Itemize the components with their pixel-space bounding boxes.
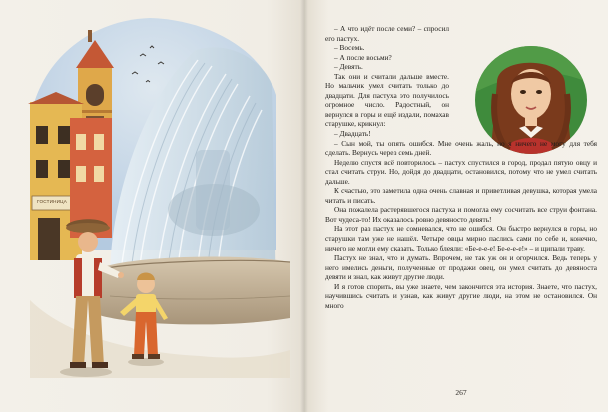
paragraph: – Двадцать!	[334, 129, 371, 139]
book-gutter	[300, 0, 308, 412]
paragraph: И я готов спорить, вы уже знаете, чем закончится эта история. Знаете, что пастух, научившись считать и узнав, как живут другие люди, на этом не остановился. Он много	[325, 281, 597, 310]
story-text	[325, 24, 597, 310]
paragraph: – Девять.	[334, 62, 363, 72]
paragraph: – А после восьми?	[334, 52, 392, 62]
paragraph: К счастью, это заметила одна очень славная и приветливая девушка, которая умела читать и писать.	[325, 186, 597, 205]
fountain-illustration	[0, 0, 300, 412]
paragraph: Так они и считали дальше вместе. Но мальчик умел считать только до двадцати. Для пастуха это получилось огромное число. Радостный, он вернулся в горы и ещё издали, помахав старушке, крикнул:	[325, 71, 449, 129]
hotel-sign: ГОСТИНИЦА	[37, 199, 67, 204]
paragraph: – Восемь.	[334, 43, 365, 53]
paragraph: – А что идёт после семи? – спросил его пастух.	[325, 24, 449, 43]
paragraph: На этот раз пастух не сомневался, что не ошибся. Он быстро вернулся в горы, но старушки там уже не нашёл. Четыре овцы мирно паслись сами по себе и, конечно, ничего не могли ему сказать. Только блеяли: «Бе-е-е-е! Бе-е-е-е!» – и щипали траву.	[325, 224, 597, 253]
paragraph: Она пожалела растерявшегося пастуха и помогла ему сосчитать все струи фонтана. Вот чудеса-то! Их оказалось ровно девяносто девять!	[325, 205, 597, 224]
paragraph: Пастух не знал, что и думать. Впрочем, не так уж он и огорчился. Ведь теперь у него имелись деньги, полученные от продажи овец, он умел считать до девяноста девяти и знал, как живут другие люди.	[325, 253, 597, 282]
paragraph: – Сын мой, ты опять ошибся. Мне очень жаль, но я ничего не могу для тебя сделать. Вернусь через семь дней.	[325, 138, 597, 158]
paragraph: Неделю спустя всё повторилось – пастух спустился в город, продал пятую овцу и стал считать струи. Но, дойдя до двадцати, остановился, потому что не умел считать дальше.	[325, 157, 597, 186]
page-number: 267	[455, 388, 467, 397]
